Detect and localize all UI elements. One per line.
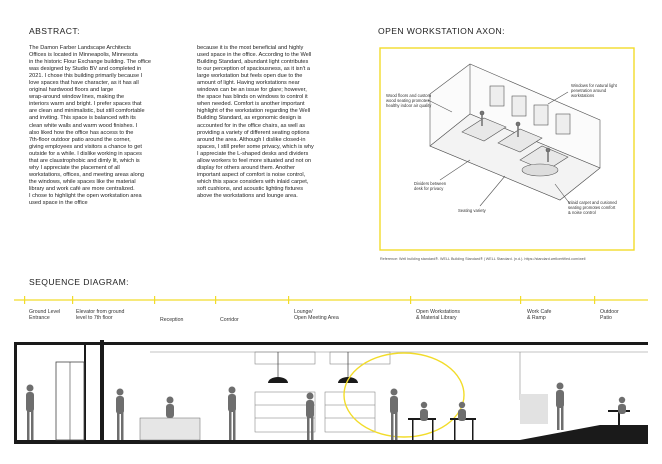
stage-outdoor-patio: Outdoor Patio bbox=[600, 309, 619, 322]
axon-heading: OPEN WORKSTATION AXON: bbox=[378, 26, 505, 36]
reference-note: Reference: Well building standard®. WELL Building Standard® | WELL Standard. (n.d.). https://standard.wellcertified.com/well bbox=[380, 257, 586, 261]
abstract-column-1: The Damon Farber Landscape Architects Offices is located in Minneapolis, Minnesota in the historic Flour Exchange building. The office was designed by Studio BV and completed in 2021. I chose this building primarily because I love spaces that have character, as it has all original hardwood floors and large wrap-around window lines, making the interiors warm and bright. I prefer spaces that are clean and minimalistic, but still comfortable and inviting. This space is balanced with its clean white walls and warm wood finishes. I also liked how the office has access to the 7th-floor outdoor patio around the corner, giving employees and visitors a chance to get outside for a while. I dislike working in spaces that are claustrophobic and dimly lit, which is why I appreciate the placement of all workstations, offices, and meeting areas along the windows, while spaces like the material library and work café are more centralized. I chose to highlight the open workstation area used space in the office bbox=[29, 45, 151, 207]
stage-entrance: Ground Level Entrance bbox=[29, 309, 61, 322]
stage-workstations: Open Workstations & Material Library bbox=[416, 309, 461, 322]
stage-reception: Reception bbox=[160, 317, 184, 323]
stage-lounge: Lounge/ Open Meeting Area bbox=[294, 309, 339, 322]
callout-wood-floors: Wood floors and custom wood seating promotes healthy indoor air quality bbox=[386, 93, 432, 108]
stage-work-cafe: Work Cafe & Ramp bbox=[527, 309, 552, 322]
stage-corridor: Corridor bbox=[220, 317, 239, 323]
callout-windows: Windows for natural light penetration around workstations bbox=[571, 83, 617, 98]
callout-carpet: Inlaid carpet and cusioned seating promotes comfort & noise control bbox=[568, 200, 617, 215]
sequence-heading: SEQUENCE DIAGRAM: bbox=[29, 277, 129, 287]
callout-dividers: Dividers between desk for privacy bbox=[414, 181, 447, 191]
abstract-heading: ABSTRACT: bbox=[29, 26, 80, 36]
callout-seating: Seating variety bbox=[458, 208, 486, 213]
highlight-ellipse bbox=[344, 353, 464, 437]
stage-elevator: Elevator from ground level to 7th floor bbox=[76, 309, 125, 322]
abstract-column-2: because it is the most beneficial and highly used space in the office. According to the Well Building Standard, abundant light contributes to our perception of spaciousness, as it isn't a large workstation but feels open due to the amount of light. Having workstations near windows can be an issue for glare; however, the space has blinds on windows to control it when needed. Comfort is another important highlight of the workstation regarding the Well Building Standard, as ergonomic design is accounted for in the office chairs, as well as providing a variety of different seating options around the area. Although I dislike closed-in spaces, I still prefer some privacy, which is why I appreciate the L-shaped desks and dividers allow workers to feel more situated and not on display for others around them. Another important aspect of comfort is noise control, which this space considers with inlaid carpet, soft cushions, and acoustic lighting fixtures above the workstations and lounge area. bbox=[197, 45, 314, 199]
